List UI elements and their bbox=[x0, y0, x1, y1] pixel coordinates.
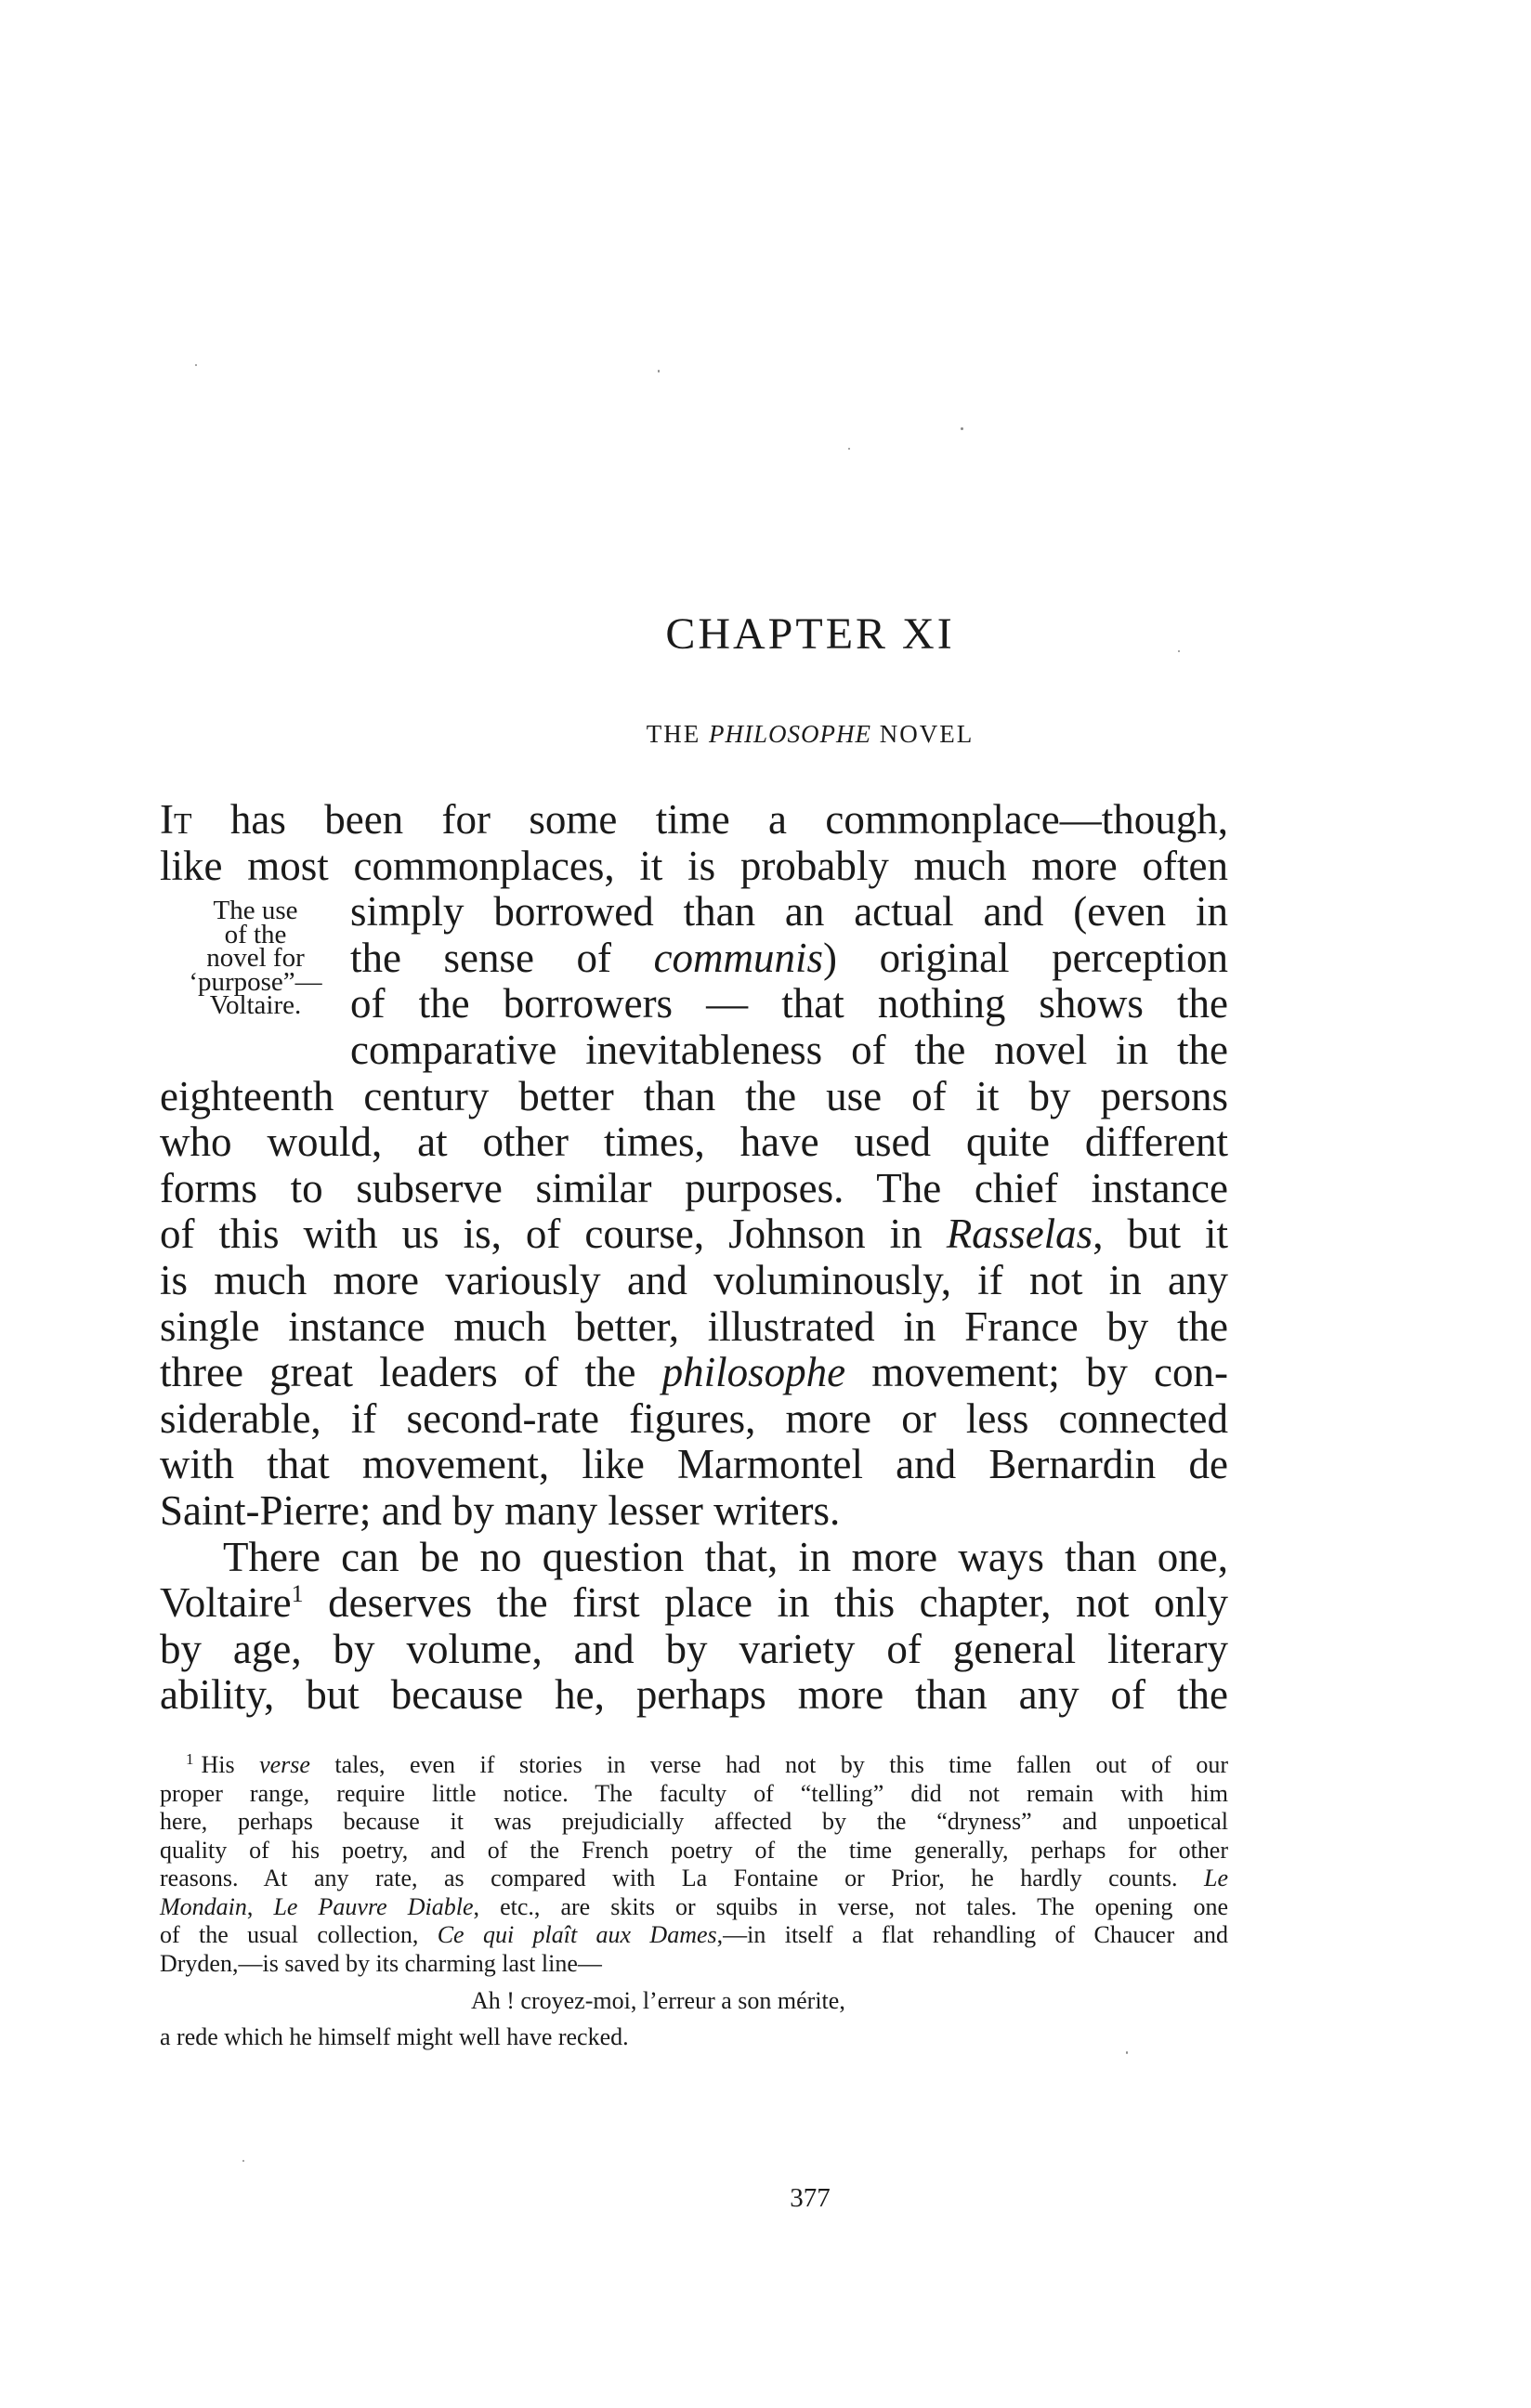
body-line: comparative inevitableness of the novel in the bbox=[350, 1026, 1228, 1073]
footnote-italic: verse bbox=[259, 1751, 310, 1778]
footnote-line bbox=[160, 1751, 1228, 1780]
footnote-italic: Le bbox=[1204, 1865, 1228, 1891]
opening-word: It bbox=[160, 796, 192, 843]
sidenote-line: ‘purpose”— bbox=[189, 966, 322, 997]
footnote-text: ,—in itself a flat rehandling of Chaucer and bbox=[716, 1921, 1228, 1948]
body-line: simply borrowed than an actual and (even in bbox=[350, 888, 1228, 936]
scan-speck bbox=[242, 2160, 244, 2162]
footnote bbox=[160, 1751, 1228, 2051]
footnote-text: His bbox=[201, 1751, 260, 1778]
body-line bbox=[160, 797, 1228, 844]
body-text bbox=[160, 797, 1228, 1719]
section-title-italic: PHILOSOPHE bbox=[709, 720, 871, 748]
footnote-text: of the usual collection, bbox=[160, 1921, 438, 1948]
body-text-span: three great leaders of the bbox=[160, 1349, 662, 1396]
footnote-text: , bbox=[246, 1892, 274, 1920]
sidenote-line: novel for bbox=[206, 943, 305, 973]
body-text-span: of this with us is, of course, Johnson in bbox=[160, 1211, 947, 1258]
footnote-text: , etc., are skits or squibs in verse, not tales. The opening one bbox=[473, 1892, 1228, 1920]
footnote-line bbox=[160, 1921, 1228, 1950]
footnote-line bbox=[160, 1893, 1228, 1922]
body-line: who would, at other times, have used quite different bbox=[160, 1119, 1228, 1166]
footnote-closing-line: a rede which he himself might well have recked. bbox=[160, 2022, 629, 2050]
italic-term: philosophe bbox=[661, 1349, 846, 1396]
footnote-number: 1 bbox=[186, 1750, 194, 1768]
italic-title: Rasselas bbox=[946, 1211, 1093, 1258]
footnote-line: quality of his poetry, and of the French poetry of the time generally, perhaps for other bbox=[160, 1836, 1228, 1864]
body-line bbox=[350, 936, 1228, 982]
body-line: siderable, if second-rate figures, more or less connected bbox=[160, 1394, 1228, 1442]
page-number: 377 bbox=[790, 2183, 831, 2213]
footnote-line bbox=[160, 1865, 1228, 1893]
body-line: like most commonplaces, it is probably much more often bbox=[160, 842, 1228, 889]
section-title bbox=[0, 720, 1531, 749]
section-title-post: NOVEL bbox=[870, 720, 975, 748]
footnote-verse-quote: Ah ! croyez-moi, l’erreur a son mérite, bbox=[471, 1987, 845, 2014]
scan-speck bbox=[848, 448, 850, 450]
body-line: Saint-Pierre; and by many lesser writers. bbox=[160, 1486, 841, 1534]
chapter-title: CHAPTER XI bbox=[665, 609, 955, 659]
section-title-pre: THE bbox=[646, 720, 709, 748]
footnote-line: Dryden,—is saved by its charming last line— bbox=[160, 1949, 602, 1977]
sidenote-line: of the bbox=[224, 919, 287, 949]
body-line bbox=[160, 1580, 1228, 1627]
footnote-line: here, perhaps because it was prejudicially affected by the “dryness” and unpoetical bbox=[160, 1808, 1228, 1835]
body-line: by age, by volume, and by variety of general literary bbox=[160, 1625, 1228, 1672]
scan-speck bbox=[195, 364, 197, 366]
body-text-span: the sense of bbox=[350, 934, 654, 981]
body-line: with that movement, like Marmontel and Bernardin de bbox=[160, 1441, 1228, 1488]
body-line: There can be no question that, in more ways than one, bbox=[223, 1533, 1228, 1580]
footnote-text: tales, even if stories in verse had not by this time fallen out of our bbox=[309, 1751, 1228, 1778]
body-text-span: deserves the first place in this chapter, not only bbox=[303, 1579, 1228, 1627]
footnote-line: proper range, require little notice. The faculty of “telling” did not remain with him bbox=[160, 1779, 1228, 1807]
body-line: ability, but because he, perhaps more than any of the bbox=[160, 1671, 1228, 1719]
footnote-italic: Mondain bbox=[160, 1892, 247, 1920]
sidenote-line: The use bbox=[213, 896, 298, 925]
footnote-italic: Ce qui plaît aux Dames bbox=[437, 1921, 717, 1948]
scan-speck bbox=[1126, 2051, 1128, 2054]
body-line: of the borrowers — that nothing shows the bbox=[350, 980, 1228, 1027]
sidenote-line: Voltaire. bbox=[209, 990, 302, 1020]
body-line: single instance much better, illustrated in France by the bbox=[160, 1302, 1228, 1350]
body-line bbox=[160, 1350, 1228, 1396]
scan-speck bbox=[658, 370, 660, 373]
body-text-span: has been for some time a commonplace—though, bbox=[191, 796, 1228, 843]
body-text-span: Voltaire bbox=[160, 1579, 292, 1627]
italic-term: communis bbox=[653, 934, 824, 981]
body-line: is much more variously and voluminously, if not in any bbox=[160, 1256, 1228, 1303]
body-line: forms to subserve similar purposes. The chief instance bbox=[160, 1164, 1228, 1211]
body-text-span: movement; by con- bbox=[845, 1349, 1229, 1396]
body-text-span: , but it bbox=[1093, 1211, 1228, 1258]
body-line bbox=[160, 1211, 1228, 1258]
scan-speck bbox=[961, 427, 963, 430]
footnote-reference: 1 bbox=[291, 1580, 304, 1608]
footnote-italic: Le Pauvre Diable bbox=[273, 1892, 474, 1920]
footnote-text: reasons. At any rate, as compared with La Fontaine or Prior, he hardly counts. bbox=[160, 1865, 1204, 1891]
body-line: eighteenth century better than the use of it by persons bbox=[160, 1072, 1228, 1119]
body-text-span: ) original perception bbox=[823, 934, 1228, 981]
